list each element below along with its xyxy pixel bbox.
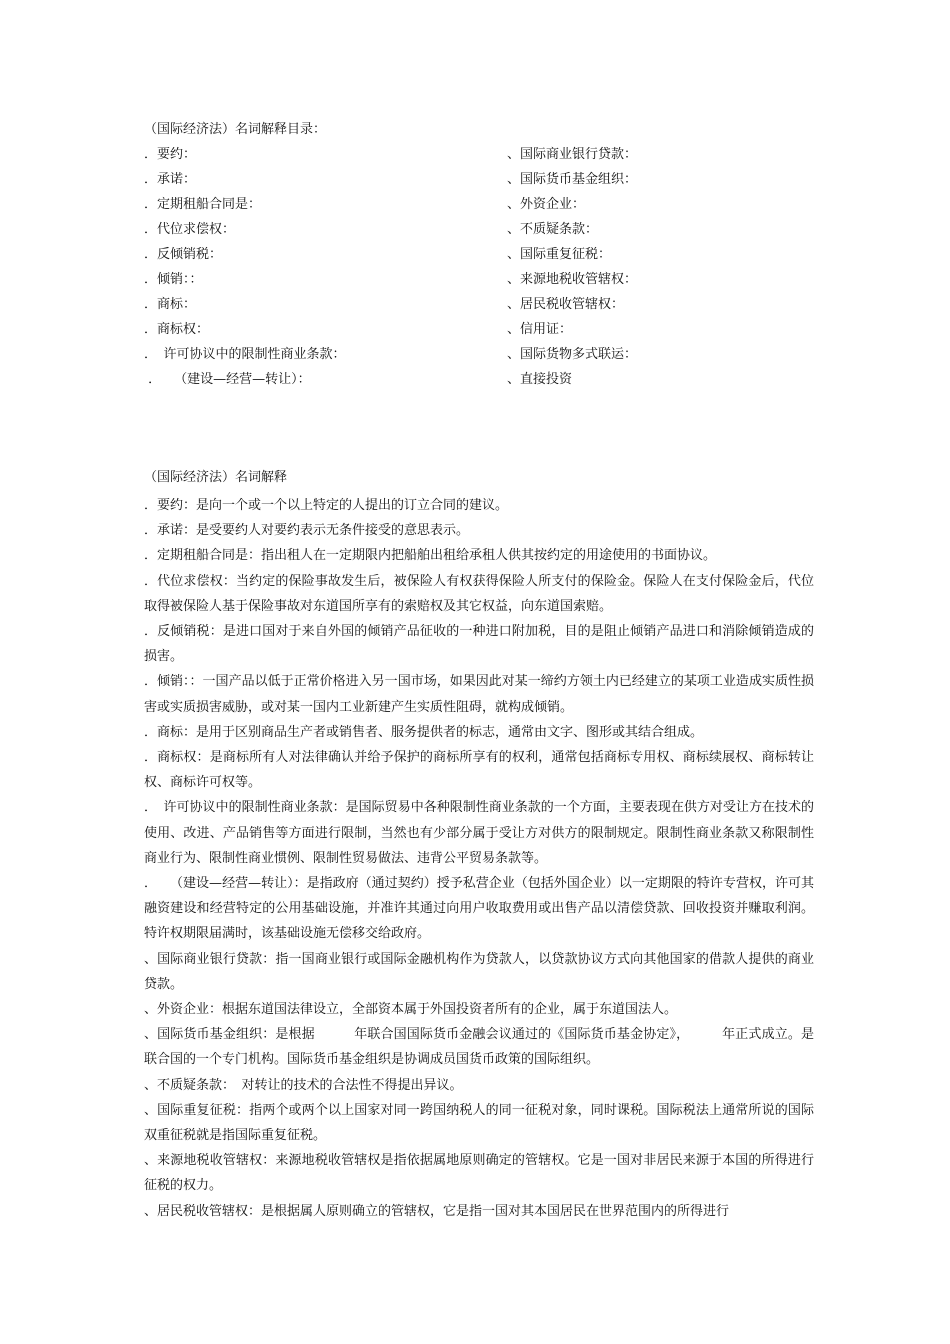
definitions-section [144,468,814,1224]
toc-title: （国际经济法）名词解释目录： [144,122,327,137]
toc-item: 、国际货物多式联运： [507,347,638,362]
definition-paragraph: 、国际货币基金组织：是根据 年联合国国际货币金融会议通过的《国际货币基金协定》， 年正式成立。是联合国的一个专门机构。国际货币基金组织是协调成员国货币政策的国际组织。 [144,1027,814,1068]
definition-paragraph: ．倾销：：一国产品以低于正常价格进入另一国市场，如果因此对某一缔约方领土内已经建立的某项工业造成实质性损害或实质损害威胁，或对某一国内工业新建产生实质性阻碍，就构成倾销。 [144,674,814,715]
toc-item: 、不质疑条款： [507,222,599,237]
toc-item: ．倾销：： [144,272,203,287]
toc-right-column [507,145,807,395]
definition-paragraph: 、居民税收管辖权：是根据属人原则确立的管辖权，它是指一国对其本国居民在世界范围内的所得进行 [144,1203,730,1219]
toc-item: 、信用证： [507,322,573,337]
definition-paragraph: 、不质疑条款： 对转让的技术的合法性不得提出异议。 [144,1077,463,1093]
definition-paragraph: 、国际重复征税：指两个或两个以上国家对同一跨国纳税人的同一征税对象，同时课税。国际税法上通常所说的国际双重征税就是指国际重复征税。 [144,1102,814,1144]
definition-paragraph: ．代位求偿权：当约定的保险事故发生后，被保险人有权获得保险人所支付的保险金。保险人在支付保险金后，代位取得被保险人基于保险事故对东道国所享有的索赔权及其它权益，向东道国索赔。 [144,573,814,614]
toc-item: ．定期租船合同是： [144,197,262,212]
toc-item: 、国际商业银行贷款： [507,147,638,162]
toc-item: ．反倾销税： [144,247,223,262]
definition-paragraph: 、外资企业：根据东道国法律设立，全部资本属于外国投资者所有的企业，属于东道国法人。 [144,1002,678,1018]
definition-paragraph: ．商标：是用于区别商品生产者或销售者、服务提供者的标志，通常由文字、图形或其结合组成。 [144,724,704,740]
definition-paragraph: ．要约：是向一个或一个以上特定的人提出的订立合同的建议。 [144,498,509,513]
definitions-title: （国际经济法）名词解释 [144,470,288,485]
definition-paragraph: ．承诺：是受要约人对要约表示无条件接受的意思表示。 [144,523,470,539]
toc-left-column [144,145,484,395]
toc-item: ．代位求偿权： [144,222,236,237]
toc-item: 、国际货币基金组织： [507,172,638,187]
definition-paragraph: ．反倾销税：是进口国对于来自外国的倾销产品征收的一种进口附加税，目的是阻止倾销产品进口和消除倾销造成的损害。 [144,624,814,665]
toc-item: 、外资企业： [507,197,586,212]
toc-item: 、来源地税收管辖权： [507,272,638,287]
toc-item: 、居民税收管辖权： [507,297,625,312]
toc-item: 、直接投资 [507,372,573,387]
toc-item: ．要约： [144,147,197,162]
definition-paragraph: ． 许可协议中的限制性商业条款：是国际贸易中各种限制性商业条款的一个方面，主要表现在供方对受让方在技术的使用、改进、产品销售等方面进行限制，当然也有少部分属于受让方对供方的限制规定。限制性商业条款又称限制性商业行为、限制性商业惯例、限制性贸易做法、违背公平贸易条款等。 [144,800,814,866]
definition-paragraph: 、国际商业银行贷款：指一国商业银行或国际金融机构作为贷款人，以贷款协议方式向其他国家的借款人提供的商业贷款。 [144,951,814,992]
toc-item: ．商标： [144,297,197,312]
definition-paragraph: 、来源地税收管辖权：来源地税收管辖权是指依据属地原则确定的管辖权。它是一国对非居民来源于本国的所得进行征税的权力。 [144,1153,814,1194]
toc-item: ．承诺： [144,172,197,187]
toc-item: ．商标权： [144,322,210,337]
toc-item: ． 许可协议中的限制性商业条款： [144,347,346,362]
definition-paragraph: ． （建设—经营—转让）：是指政府（通过契约）授予私营企业（包括外国企业）以一定期限的特许专营权，许可其融资建设和经营特定的公用基础设施，并准许其通过向用户收取费用或出售产品以清偿贷款、回收投资并赚取利润。特许权期限届满时，该基础设施无偿移交给政府。 [144,876,814,942]
toc-item: ． （建设—经营—转让）： [144,372,311,387]
definition-paragraph: ．定期租船合同是：指出租人在一定期限内把船舶出租给承租人供其按约定的用途使用的书面协议。 [144,548,717,564]
toc-item: 、国际重复征税： [507,247,612,262]
definition-paragraph: ．商标权：是商标所有人对法律确认并给予保护的商标所享有的权利，通常包括商标专用权、商标续展权、商标转让权、商标许可权等。 [144,750,814,791]
